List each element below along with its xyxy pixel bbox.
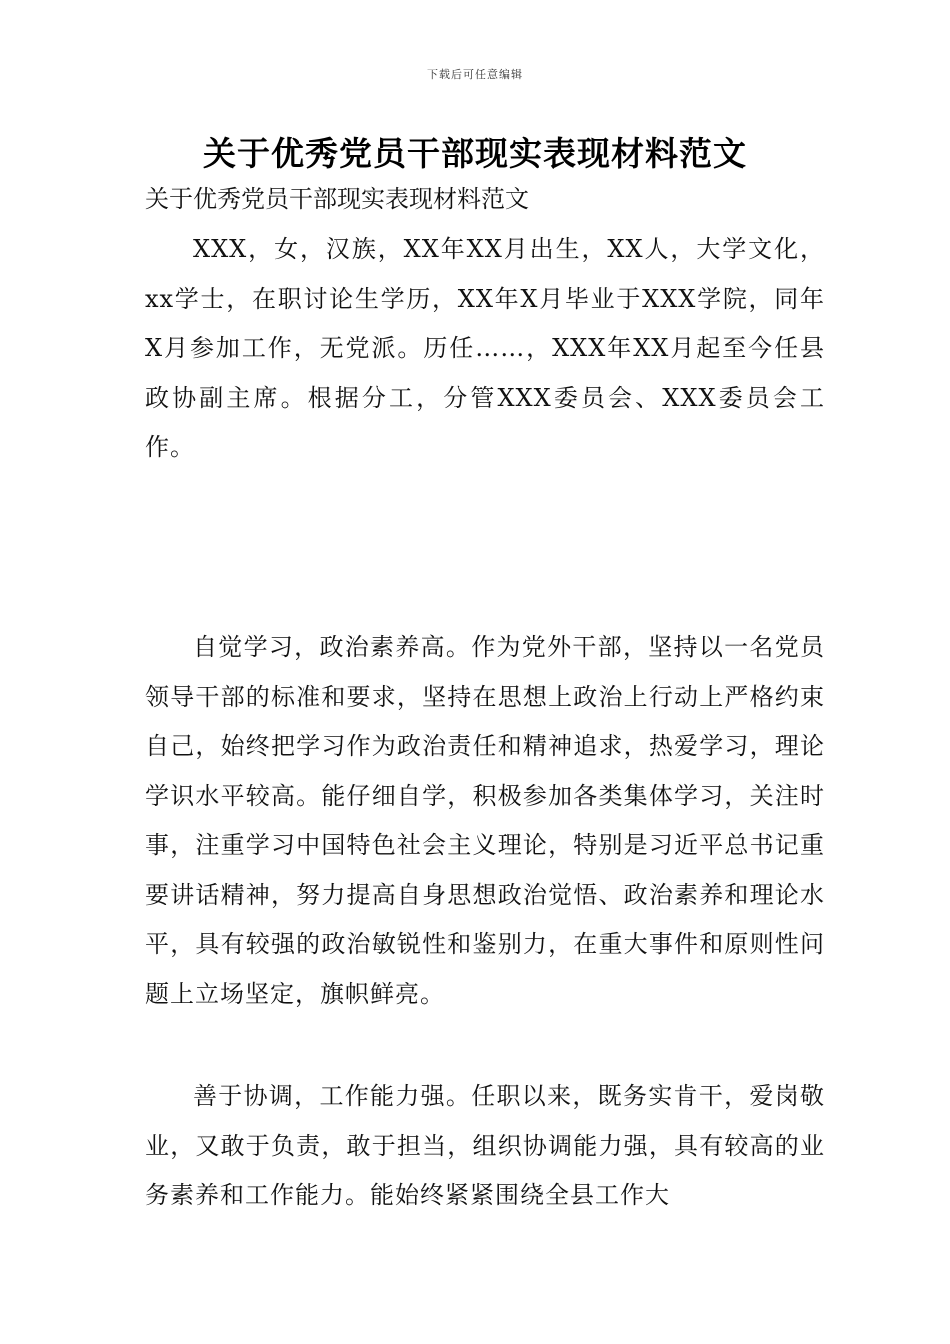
- paragraph-study: 自觉学习，政治素养高。作为党外干部，坚持以一名党员领导干部的标准和要求，坚持在思想上政治上行动上严格约束自己，始终把学习作为政治责任和精神追求，热爱学习，理论学识水平较高。能仔细自学，积极参加各类集体学习，关注时事，注重学习中国特色社会主义理论，特别是习近平总书记重要讲话精神，努力提高自身思想政治觉悟、政治素养和理论水平，具有较强的政治敏锐性和鉴别力，在重大事件和原则性问题上立场坚定，旗帜鲜亮。: [145, 633, 825, 1008]
- paragraph-coordination: 善于协调，工作能力强。任职以来，既务实肯干，爱岗敬业，又敢于负责，敢于担当，组织协调能力强，具有较高的业务素养和工作能力。能始终紧紧围绕全县工作大: [145, 1082, 825, 1209]
- document-title: 关于优秀党员干部现实表现材料范文: [203, 134, 747, 173]
- paragraph-profile: XXX，女，汉族，XX年XX月出生，XX人，大学文化，xx学士，在职讨论生学历，XX年X月毕业于XXX学院，同年X月参加工作，无党派。历任……，XXX年XX月起至今任县政协副主席。根据分工，分管XXX委员会、XXX委员会工作。: [145, 235, 825, 461]
- header-note: 下载后可任意编辑: [427, 68, 523, 81]
- document-subtitle: 关于优秀党员干部现实表现材料范文: [145, 185, 529, 213]
